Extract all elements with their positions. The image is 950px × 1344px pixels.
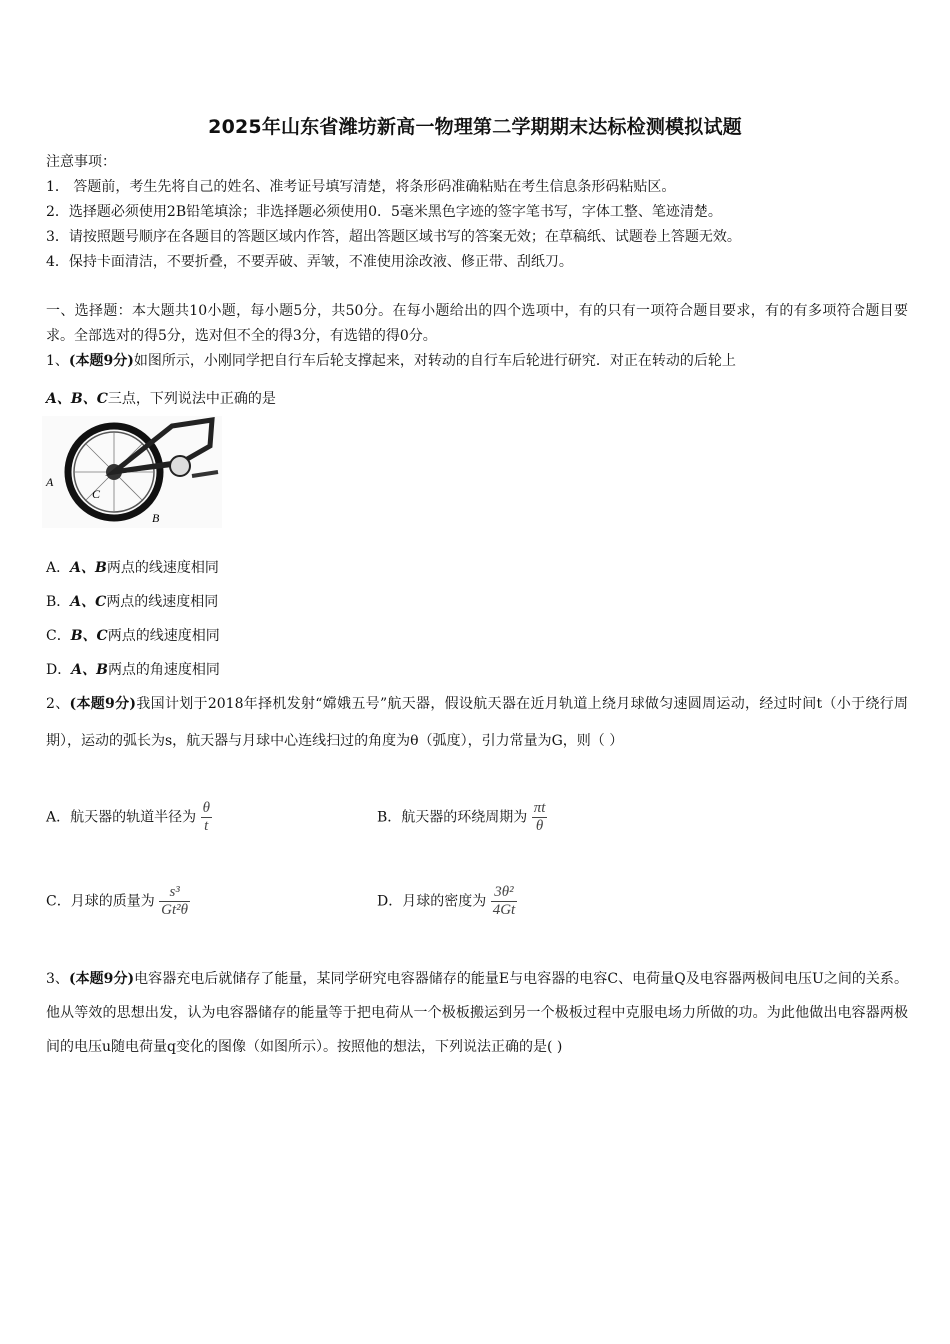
figure-label-b: B <box>152 511 160 525</box>
option-subject: B、C <box>70 628 108 644</box>
question-number: 3、 <box>46 971 69 987</box>
formula <box>159 884 190 919</box>
notice-item: 2．选择题必须使用2B铅笔填涂；非选择题必须使用0．5毫米黑色字迹的签字笔书写，字体工整、笔迹清楚。 <box>46 204 722 220</box>
option-key: C． <box>46 628 71 644</box>
question-score: (本题9分) <box>68 353 134 369</box>
question-score: (本题9分) <box>68 971 135 987</box>
option-text: 航天器的环绕周期为 <box>401 809 528 826</box>
page-title: 2025年山东省潍坊新高一物理第二学期期末达标检测模拟试题 <box>208 116 742 138</box>
option-key: A． <box>46 809 71 826</box>
option-key: B． <box>377 809 402 826</box>
option-d[interactable] <box>46 659 220 679</box>
question-2-stem <box>46 686 908 760</box>
option-key: D． <box>46 662 72 678</box>
formula <box>491 884 518 919</box>
option-a[interactable] <box>46 800 212 835</box>
option-text: 两点的线速度相同 <box>106 594 219 610</box>
formula-numerator: s³ <box>159 884 190 902</box>
notice-heading: 注意事项： <box>46 154 116 170</box>
option-subject: A、B <box>70 560 107 576</box>
formula-denominator: 4Gt <box>492 902 516 918</box>
option-text: 两点的角速度相同 <box>107 662 220 678</box>
option-key: A． <box>46 560 71 576</box>
option-text: 月球的密度为 <box>402 893 487 910</box>
notice-item: 1． 答题前，考生先将自己的姓名、准考证号填写清楚，将条形码准确粘贴在考生信息条形码粘贴区。 <box>46 179 676 195</box>
formula <box>532 800 548 835</box>
question-score: (本题9分) <box>69 696 137 712</box>
formula-numerator: 3θ² <box>491 884 518 902</box>
option-a[interactable] <box>46 557 219 577</box>
formula-denominator: t <box>204 818 209 834</box>
option-b[interactable] <box>377 800 547 835</box>
formula-numerator: θ <box>202 800 210 816</box>
option-key: D． <box>377 893 403 910</box>
formula-numerator: πt <box>533 800 546 816</box>
question-1-stem <box>46 351 908 371</box>
option-key: C． <box>46 893 71 910</box>
option-c[interactable] <box>46 884 190 919</box>
option-subject: A、B <box>71 662 108 678</box>
figure-label-c: C <box>92 487 101 501</box>
section-intro: 一、选择题：本大题共10小题，每小题5分，共50分。在每小题给出的四个选项中，有的只有一项符合题目要求，有的有多项符合题目要求。全部选对的得5分，选对但不全的得3分，有选错的得0分。 <box>46 303 908 344</box>
notice-item: 3．请按照题号顺序在各题目的答题区域内作答，超出答题区域书写的答案无效；在草稿纸、试题卷上答题无效。 <box>46 229 741 245</box>
option-c[interactable] <box>46 625 220 645</box>
formula-denominator: θ <box>535 818 544 834</box>
question-text: 如图所示，小刚同学把自行车后轮支撑起来，对转动的自行车后轮进行研究．对正在转动的后轮上 <box>133 353 736 369</box>
option-b[interactable] <box>46 591 218 611</box>
option-key: B． <box>46 594 71 610</box>
question-1-stem-continued <box>46 389 908 409</box>
question-text: 我国计划于2018年择机发射“嫦娥五号”航天器，假设航天器在近月轨道上绕月球做匀速圆周运动，经过时间t（小于绕行周期），运动的弧长为s，航天器与月球中心连线扫过的角度为θ（弧度），引力常量为G，则（ ） <box>46 696 908 749</box>
option-d[interactable] <box>377 884 517 919</box>
option-text: 月球的质量为 <box>70 893 155 910</box>
question-text: 三点，下列说法中正确的是 <box>107 391 276 407</box>
option-text: 两点的线速度相同 <box>107 628 220 644</box>
question-3-stem <box>46 962 908 1064</box>
question-number: 2、 <box>46 696 70 712</box>
question-text: 电容器充电后就储存了能量，某同学研究电容器储存的能量E与电容器的电容C、电荷量Q及电容器两极间电压U之间的关系。他从等效的思想出发，认为电容器储存的能量等于把电荷从一个极板搬运到另一个极板过程中克服电场力所做的功。为此他做出电容器两极间的电压u随电荷量q变化的图像（如图所示）。按照他的想法，下列说法正确的是( ) <box>46 971 908 1055</box>
bicycle-wheel-figure <box>42 416 222 532</box>
option-text: 两点的线速度相同 <box>106 560 219 576</box>
notice-item: 4．保持卡面清洁，不要折叠，不要弄破、弄皱，不准使用涂改液、修正带、刮纸刀。 <box>46 254 573 270</box>
figure-label-a: A <box>46 475 54 489</box>
question-number: 1、 <box>46 353 69 369</box>
formula-denominator: Gt²θ <box>161 902 189 918</box>
formula <box>201 800 212 835</box>
option-text: 航天器的轨道半径为 <box>70 809 197 826</box>
point-labels: A、B、C <box>46 391 108 407</box>
option-subject: A、C <box>70 594 107 610</box>
